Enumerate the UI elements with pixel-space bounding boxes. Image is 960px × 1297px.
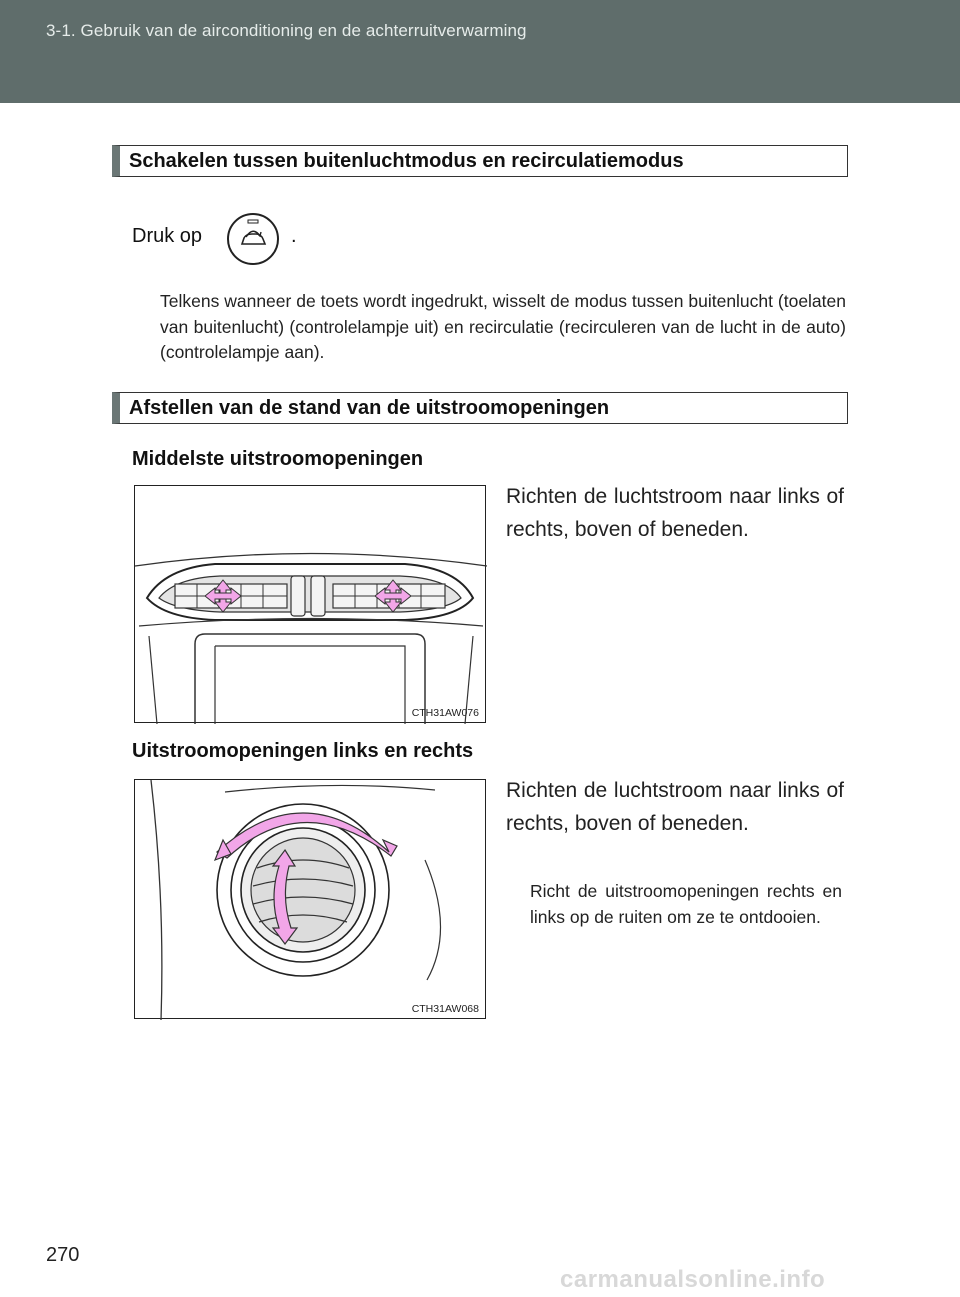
section-heading-vents (112, 392, 848, 424)
recirculation-button-icon (226, 212, 280, 266)
recirculation-paragraph: Telkens wanneer de toets wordt ingedrukt, wisselt de modus tussen buitenlucht (toelaten van buitenlucht) (controlelampje uit) en recirculatie (recirculeren van de lucht in de auto) (controlelampje aan). (160, 291, 846, 362)
center-vents-heading: Middelste uitstroomopeningen (132, 448, 424, 470)
section-heading-text: Schakelen tussen buitenluchtmodus en recirculatiemodus (129, 150, 684, 172)
figure-code: CTH31AW076 (411, 707, 479, 719)
watermark: carmanualsonline.info (560, 1266, 826, 1293)
section-heading-text: Afstellen van de stand van de uitstroomopeningen (129, 397, 610, 419)
page-number: 270 (46, 1244, 80, 1266)
header-band (0, 0, 960, 103)
press-instruction: Druk op (132, 225, 203, 247)
side-vents-heading: Uitstroomopeningen links en rechts (132, 740, 474, 762)
press-instruction-period: . (291, 225, 297, 247)
side-vents-figure (134, 779, 486, 1019)
side-vents-note: Richt de uitstroomopeningen rechts en links op de ruiten om ze te ontdooien. (530, 881, 842, 927)
figure-code: CTH31AW068 (411, 1003, 479, 1015)
chapter-title: 3-1. Gebruik van de airconditioning en de achterruitverwarming (46, 21, 527, 40)
side-vents-description: Richten de luchtstroom naar links of rechts, boven of beneden. (506, 779, 844, 835)
center-vents-description: Richten de luchtstroom naar links of rechts, boven of beneden. (506, 485, 844, 541)
section-heading-recirculation (112, 145, 848, 177)
center-vents-figure (134, 485, 486, 723)
